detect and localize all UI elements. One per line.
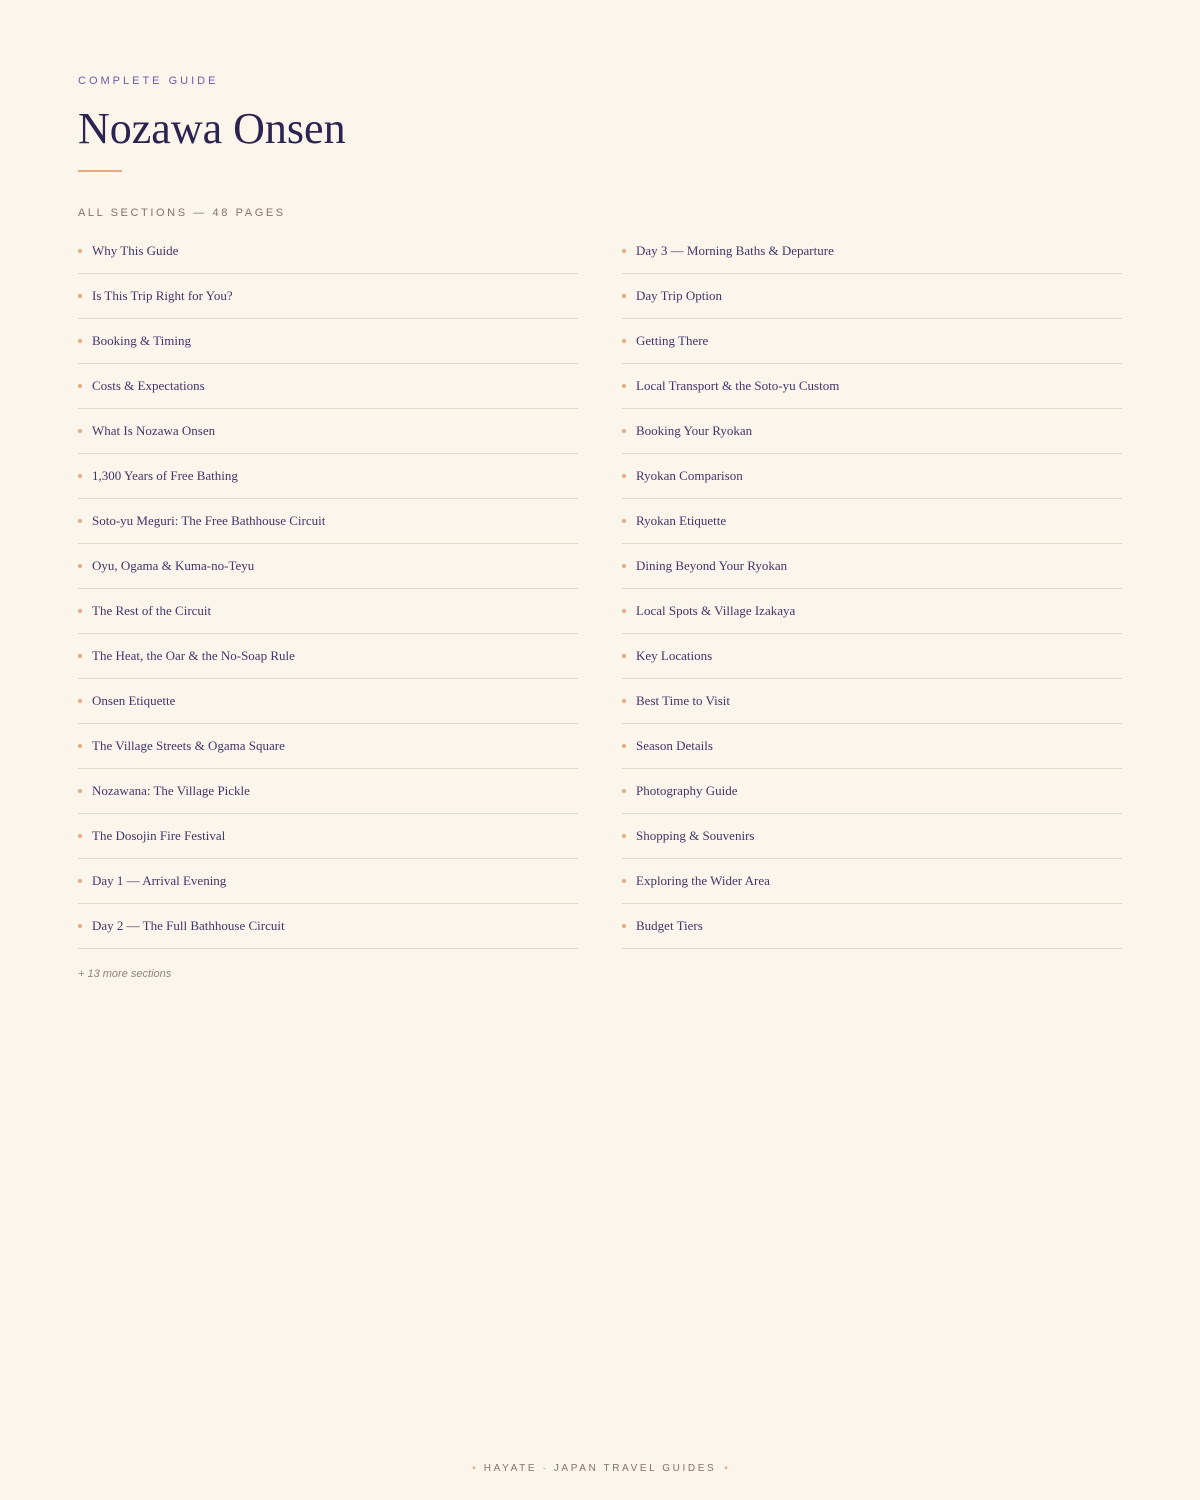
sections-heading: ALL SECTIONS — 48 PAGES [78, 207, 286, 219]
toc-item-label: Nozawana: The Village Pickle [92, 783, 250, 798]
guide-eyebrow: COMPLETE GUIDE [78, 75, 219, 87]
toc-item[interactable] [622, 634, 1122, 679]
toc-item-label: Getting There [636, 333, 709, 348]
toc-item[interactable] [622, 589, 1122, 634]
toc-item-label: The Village Streets & Ogama Square [92, 738, 285, 753]
toc-item-label: Ryokan Etiquette [636, 513, 727, 528]
toc-item[interactable] [622, 679, 1122, 724]
toc-item[interactable] [78, 589, 578, 634]
footer [0, 1463, 1200, 1474]
toc-item[interactable] [78, 319, 578, 364]
toc-item-label: Day 3 — Morning Baths & Departure [636, 243, 834, 258]
toc-item-label: Onsen Etiquette [92, 693, 176, 708]
footer-dot-icon: • [724, 1463, 728, 1474]
bullet-icon [622, 429, 626, 433]
footer-brand: HAYATE · JAPAN TRAVEL GUIDES [483, 1463, 717, 1474]
bullet-icon [622, 879, 626, 883]
toc-item-label: Ryokan Comparison [636, 468, 743, 483]
bullet-icon [622, 654, 626, 658]
bullet-icon [78, 474, 82, 478]
toc-item[interactable] [78, 409, 578, 454]
bullet-icon [78, 384, 82, 388]
toc-item[interactable] [78, 634, 578, 679]
bullet-icon [622, 474, 626, 478]
bullet-icon [78, 564, 82, 568]
bullet-icon [78, 924, 82, 928]
toc-item[interactable] [622, 454, 1122, 499]
toc-item-label: 1,300 Years of Free Bathing [92, 468, 238, 483]
toc-item-label: Is This Trip Right for You? [92, 288, 233, 303]
footer-dot-icon: • [472, 1463, 476, 1474]
toc-item[interactable] [78, 859, 578, 904]
toc-item[interactable] [78, 364, 578, 409]
bullet-icon [622, 294, 626, 298]
bullet-icon [622, 699, 626, 703]
bullet-icon [78, 879, 82, 883]
toc-item-label: Best Time to Visit [636, 693, 730, 708]
toc-item-label: Photography Guide [636, 783, 738, 798]
toc-item[interactable] [622, 859, 1122, 904]
bullet-icon [622, 564, 626, 568]
bullet-icon [78, 294, 82, 298]
bullet-icon [622, 744, 626, 748]
toc-item[interactable] [622, 319, 1122, 364]
bullet-icon [622, 519, 626, 523]
toc-item-label: Season Details [636, 738, 713, 753]
toc-item[interactable] [78, 679, 578, 724]
bullet-icon [622, 249, 626, 253]
bullet-icon [622, 384, 626, 388]
toc-item-label: Booking Your Ryokan [636, 423, 753, 438]
toc-item-label: Booking & Timing [92, 333, 191, 348]
toc-item[interactable] [78, 544, 578, 589]
toc-item[interactable] [622, 904, 1122, 949]
toc-item-label: Budget Tiers [636, 918, 703, 933]
bullet-icon [78, 429, 82, 433]
toc-item[interactable] [622, 814, 1122, 859]
toc-item-label: Day 1 — Arrival Evening [92, 873, 227, 888]
toc-item[interactable] [78, 454, 578, 499]
toc-item-label: Local Transport & the Soto-yu Custom [636, 378, 840, 393]
bullet-icon [78, 699, 82, 703]
bullet-icon [622, 609, 626, 613]
toc-item[interactable] [78, 814, 578, 859]
more-sections-note: + 13 more sections [78, 968, 172, 980]
toc-item[interactable] [78, 229, 578, 274]
toc-item-label: Day 2 — The Full Bathhouse Circuit [92, 918, 285, 933]
toc-item-label: Exploring the Wider Area [636, 873, 770, 888]
toc-item[interactable] [78, 904, 578, 949]
toc-item[interactable] [78, 274, 578, 319]
toc-item-label: Soto-yu Meguri: The Free Bathhouse Circuit [92, 513, 326, 528]
bullet-icon [78, 789, 82, 793]
toc-item-label: The Rest of the Circuit [92, 603, 212, 618]
bullet-icon [78, 609, 82, 613]
toc-item[interactable] [622, 499, 1122, 544]
bullet-icon [622, 789, 626, 793]
bullet-icon [78, 339, 82, 343]
toc-item[interactable] [622, 409, 1122, 454]
toc-item-label: The Dosojin Fire Festival [92, 828, 226, 843]
toc-item[interactable] [78, 724, 578, 769]
toc-item[interactable] [622, 229, 1122, 274]
toc-item[interactable] [622, 274, 1122, 319]
toc-item-label: Why This Guide [92, 243, 179, 258]
accent-divider [78, 170, 122, 172]
toc-item-label: Day Trip Option [636, 288, 722, 303]
toc-item[interactable] [622, 769, 1122, 814]
toc-column-left [78, 229, 578, 949]
page-title: Nozawa Onsen [78, 104, 346, 153]
bullet-icon [622, 339, 626, 343]
toc-item[interactable] [622, 364, 1122, 409]
toc-item-label: Oyu, Ogama & Kuma-no-Teyu [92, 558, 255, 573]
toc-item-label: Shopping & Souvenirs [636, 828, 755, 843]
bullet-icon [78, 654, 82, 658]
toc-item-label: Dining Beyond Your Ryokan [636, 558, 788, 573]
bullet-icon [622, 834, 626, 838]
toc-item[interactable] [78, 769, 578, 814]
bullet-icon [78, 519, 82, 523]
bullet-icon [78, 249, 82, 253]
toc-item[interactable] [78, 499, 578, 544]
toc-item-label: The Heat, the Oar & the No-Soap Rule [92, 648, 295, 663]
bullet-icon [78, 744, 82, 748]
toc-item-label: Key Locations [636, 648, 713, 663]
toc-item[interactable] [622, 724, 1122, 769]
toc-column-right [622, 229, 1122, 949]
bullet-icon [78, 834, 82, 838]
toc-item[interactable] [622, 544, 1122, 589]
toc-item-label: What Is Nozawa Onsen [92, 423, 216, 438]
toc-item-label: Local Spots & Village Izakaya [636, 603, 796, 618]
bullet-icon [622, 924, 626, 928]
toc-item-label: Costs & Expectations [92, 378, 205, 393]
